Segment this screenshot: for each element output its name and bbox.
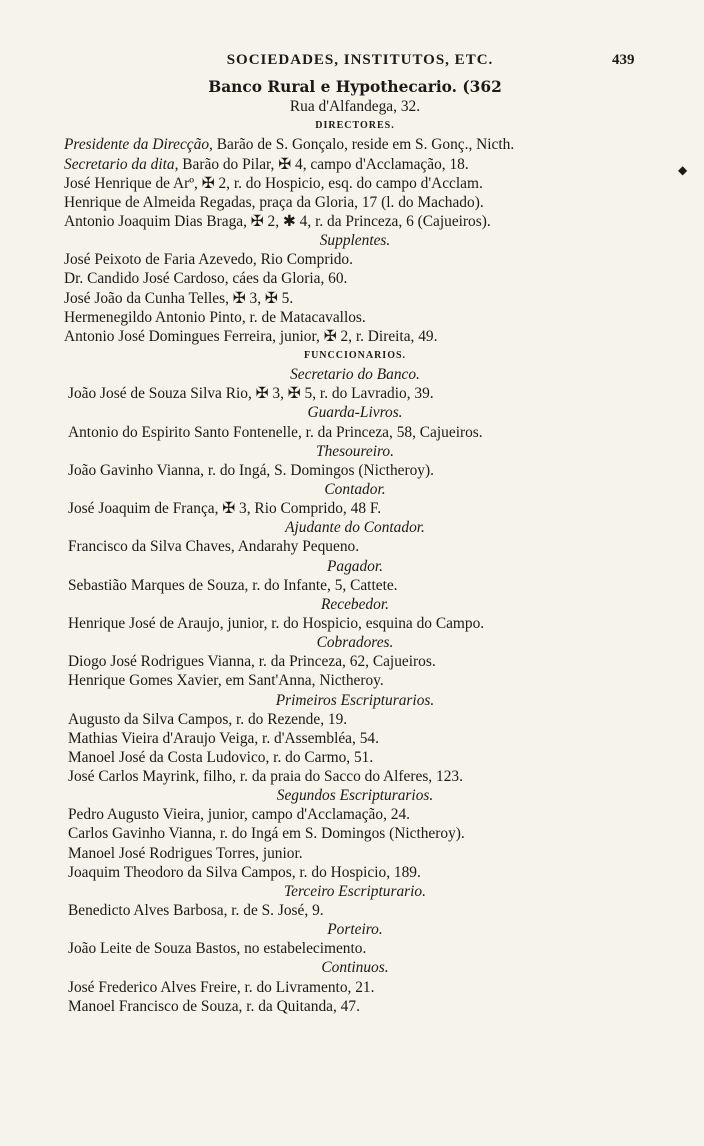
director-text: Barão do Pilar, ✠ 4, campo d'Acclamação, 18. [178, 155, 469, 173]
supplentes-list [64, 250, 646, 346]
section-title: Pagador. [326, 557, 383, 575]
director-text: Antonio Joaquim Dias Braga, ✠ 2, ✱ 4, r. da Princeza, 6 (Cajueiros). [64, 212, 491, 230]
staff-entry: Sebastião Marques de Souza, r. do Infante, 5, Cattete. [68, 576, 398, 594]
section-title: Primeiros Escripturarios. [275, 691, 435, 709]
staff-entry: Pedro Augusto Vieira, junior, campo d'Acclamação, 24. [68, 806, 411, 824]
director-role: Secretario da dita, [64, 155, 179, 173]
staff-entry: Henrique Gomes Xavier, em Sant'Anna, Nictheroy. [68, 672, 384, 690]
section-title: Terceiro Escripturario. [284, 882, 426, 900]
staff-entry: Diogo José Rodrigues Vianna, r. da Princeza, 62, Cajueiros. [68, 653, 436, 671]
staff-entry: Antonio do Espirito Santo Fontenelle, r. da Princeza, 58, Cajueiros. [68, 423, 483, 441]
staff-entry: José Carlos Mayrink, filho, r. da praia do Sacco do Alferes, 123. [68, 768, 463, 786]
staff-entry: Augusto da Silva Campos, r. do Rezende, 19. [68, 710, 348, 728]
director-text: José Henrique de Arº, ✠ 2, r. do Hospicio, esq. do campo d'Acclam. [64, 174, 483, 192]
section-title: Cobradores. [316, 634, 394, 652]
section-title: Recebedor. [321, 595, 389, 613]
director-entry [64, 212, 646, 231]
staff-entry: José Joaquim de França, ✠ 3, Rio Comprido, 48 F. [68, 500, 382, 518]
bank-address: Rua d'Alfandega, 32. [289, 98, 421, 116]
supplente-entry: José Peixoto de Faria Azevedo, Rio Comprido. [64, 251, 353, 269]
staff-entry: Manoel José Rodrigues Torres, junior. [68, 844, 303, 862]
bank-name: Banco Rural e Hypothecario. (362 [208, 78, 502, 96]
supplente-entry: Antonio José Domingues Ferreira, junior, ✠ 2, r. Direita, 49. [64, 327, 438, 345]
director-role: Presidente da Direcção, [64, 136, 213, 154]
directors-list [64, 135, 646, 231]
section-title: Porteiro. [327, 921, 383, 939]
directors-heading: DIRECTORES. [315, 120, 395, 132]
staff-entry: José Frederico Alves Freire, r. do Livramento, 21. [68, 978, 375, 996]
director-text: Henrique de Almeida Regadas, praça da Gloria, 17 (l. do Machado). [64, 193, 484, 211]
staff-entry: Carlos Gavinho Vianna, r. do Ingá em S. Domingos (Nictheroy). [68, 825, 465, 843]
section-title: Continuos. [321, 959, 389, 977]
supplentes-heading: Supplentes. [319, 232, 391, 250]
section-title: Guarda-Livros. [307, 404, 403, 422]
staff-entry: João José de Souza Silva Rio, ✠ 3, ✠ 5, r. do Lavradio, 39. [68, 385, 434, 403]
staff-entry: João Gavinho Vianna, r. do Ingá, S. Domingos (Nictheroy). [68, 461, 434, 479]
funccionarios-heading: FUNCCIONARIOS. [303, 349, 407, 361]
staff-entry: Francisco da Silva Chaves, Andarahy Pequeno. [68, 538, 360, 556]
supplente-entry: Dr. Candido José Cardoso, cáes da Gloria, 60. [64, 270, 348, 288]
margin-mark: ◆ [678, 163, 688, 177]
funccionarios-list [64, 365, 646, 1016]
staff-entry: Mathias Vieira d'Araujo Veiga, r. d'Assembléa, 54. [68, 729, 379, 747]
staff-entry: Joaquim Theodoro da Silva Campos, r. do Hospicio, 189. [68, 863, 421, 881]
staff-entry: Manoel Francisco de Souza, r. da Quitanda, 47. [68, 997, 360, 1015]
supplente-entry: José João da Cunha Telles, ✠ 3, ✠ 5. [64, 289, 294, 307]
page-number: 439 [612, 52, 635, 68]
director-text: Barão de S. Gonçalo, reside em S. Gonç., Nicth. [212, 136, 515, 154]
section-title: Ajudante do Contador. [285, 519, 425, 537]
director-entry [64, 135, 646, 154]
staff-entry: Henrique José de Araujo, junior, r. do Hospicio, esquina do Campo. [68, 614, 485, 632]
page-header: SOCIEDADES, INSTITUTOS, ETC. [226, 52, 494, 68]
page-content [64, 78, 646, 1016]
director-entry [64, 193, 646, 212]
staff-entry: João Leite de Souza Bastos, no estabelecimento. [68, 940, 367, 958]
supplente-entry: Hermenegildo Antonio Pinto, r. de Matacavallos. [64, 308, 366, 326]
staff-entry: Benedicto Alves Barbosa, r. de S. José, 9. [68, 902, 324, 920]
director-entry [64, 155, 646, 174]
director-entry [64, 174, 646, 193]
section-title: Segundos Escripturarios. [276, 787, 434, 805]
section-title: Contador. [324, 480, 386, 498]
staff-entry: Manoel José da Costa Ludovico, r. do Carmo, 51. [68, 748, 374, 766]
section-title: Thesoureiro. [316, 442, 394, 460]
section-title: Secretario do Banco. [290, 366, 420, 384]
